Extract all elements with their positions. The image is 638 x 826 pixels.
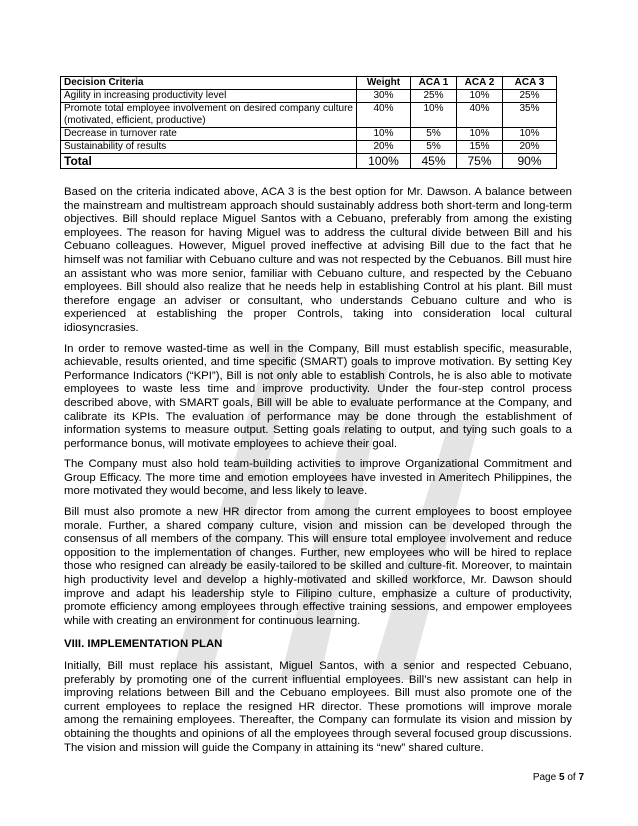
table-row [61,103,557,128]
header-aca2: ACA 2 [457,77,503,90]
aca2-cell: 15% [457,141,503,154]
total-aca3-cell: 90% [503,154,557,169]
page-footer [533,772,584,783]
criteria-cell: Promote total employee involvement on desired company culture (motivated, efficient, productive) [61,103,357,128]
paragraph-team-building: The Company must also hold team-building activities to improve Organizational Commitment and Group Efficacy. The more time and emotion employees have invested in Ameritech Philippines, the more motivated they would become, and less likely to leave. [64,458,572,498]
section-heading: VIII. IMPLEMENTATION PLAN [64,638,223,651]
paragraph-implementation: Initially, Bill must replace his assistant, Miguel Santos, with a senior and respected Cebuano, preferably by promoting one of the current influential employees. Bill’s new assistant can help in improving relations between Bill and the Cebuano employees. Bill must also promote one of the current employees to replace the resigned HR director. These promotions will improve morale among the remaining employees. Thereafter, the Company can formulate its vision and mission by obtaining the thoughts and opinions of all the employees through several focused group discussions. The vision and mission will guide the Company in attaining its “new” shared culture. [64,660,572,754]
total-aca2-cell: 75% [457,154,503,169]
footer-page-word: Page [532,772,557,783]
aca3-cell: 10% [503,128,557,141]
table-row [61,141,557,154]
weight-cell: 10% [357,128,411,141]
body-text [64,186,572,762]
aca1-cell: 25% [411,90,457,103]
header-decision-criteria: Decision Criteria [61,77,357,90]
aca2-cell: 40% [457,103,503,128]
aca1-cell: 10% [411,103,457,128]
total-label-cell: Total [61,154,357,169]
aca2-cell: 10% [457,128,503,141]
footer-total-pages: 7 [578,772,584,783]
criteria-cell: Sustainability of results [61,141,357,154]
footer-page-number: 5 [558,772,565,783]
paragraph-smart-goals: In order to remove wasted-time as well in the Company, Bill must establish specific, measurable, achievable, results oriented, and time specific (SMART) goals to improve motivation. By setting Key Performance Indicators (“KPI”), Bill is not only able to establish Controls, he is also able to motivate employees to waste less time and improve productivity. Under the four-step control process described above, with SMART goals, Bill will be able to evaluate performance at the Company, and calibrate its KPIs. The evaluation of performance may be done through the establishment of information systems to measure output. Setting goals relating to output, and tying such goals to a performance bonus, will motivate employees to achieve their goal. [64,342,572,450]
aca3-cell: 35% [503,103,557,128]
table-header-row [61,77,557,90]
aca3-cell: 20% [503,141,557,154]
table-row [61,90,557,103]
table-row [61,128,557,141]
footer-of-word: of [567,772,576,783]
total-weight-cell: 100% [357,154,411,169]
paragraph-recommendation: Based on the criteria indicated above, ACA 3 is the best option for Mr. Dawson. A balance between the mainstream and multistream approach should sustainably address both short-term and long-term objectives. Bill should replace Miguel Santos with a Cebuano, preferably from among the existing employees. The reason for having Miguel was to address the cultural divide between Bill and his Cebuano colleagues. However, Miguel proved ineffective at advising Bill due to the fact that he himself was not familiar with Cebuano culture and was not respected by the Cebuanos. Bill must hire an assistant who was more senior, familiar with Cebuano culture, and respected by the Cebuano employees. Bill should also realize that he needs help in establishing Control at his plant. Bill must therefore engage an adviser or consultant, who understands Cebuano culture and who is experienced at establishing the proper Controls, taking into consideration local cultural idiosyncrasies. [64,186,572,334]
weight-cell: 30% [357,90,411,103]
table-total-row [61,154,557,169]
aca3-cell: 25% [503,90,557,103]
header-weight: Weight [357,77,411,90]
header-aca1: ACA 1 [411,77,457,90]
decision-criteria-table [60,76,557,169]
aca1-cell: 5% [411,141,457,154]
total-aca1-cell: 45% [411,154,457,169]
criteria-cell: Decrease in turnover rate [61,128,357,141]
weight-cell: 40% [357,103,411,128]
header-aca3: ACA 3 [503,77,557,90]
paragraph-hr-director: Bill must also promote a new HR director from among the current employees to boost employee morale. Further, a shared company culture, vision and mission can be developed through the consensus of all members of the company. This will ensure total employee involvement and reduce opposition to the implementation of changes. Further, new employees who will be hired to replace those who resigned can already be easily-tailored to be skilled and culture-fit. Moreover, to maintain high productivity level and develop a highly-motivated and skilled workforce, Mr. Dawson should improve and adapt his leadership style to Filipino culture, emphasize a culture of productivity, promote efficiency among employees through effective training sessions, and empower employees while with creating an environment for continuous learning. [64,506,572,627]
aca2-cell: 10% [457,90,503,103]
weight-cell: 20% [357,141,411,154]
criteria-cell: Agility in increasing productivity level [61,90,357,103]
aca1-cell: 5% [411,128,457,141]
